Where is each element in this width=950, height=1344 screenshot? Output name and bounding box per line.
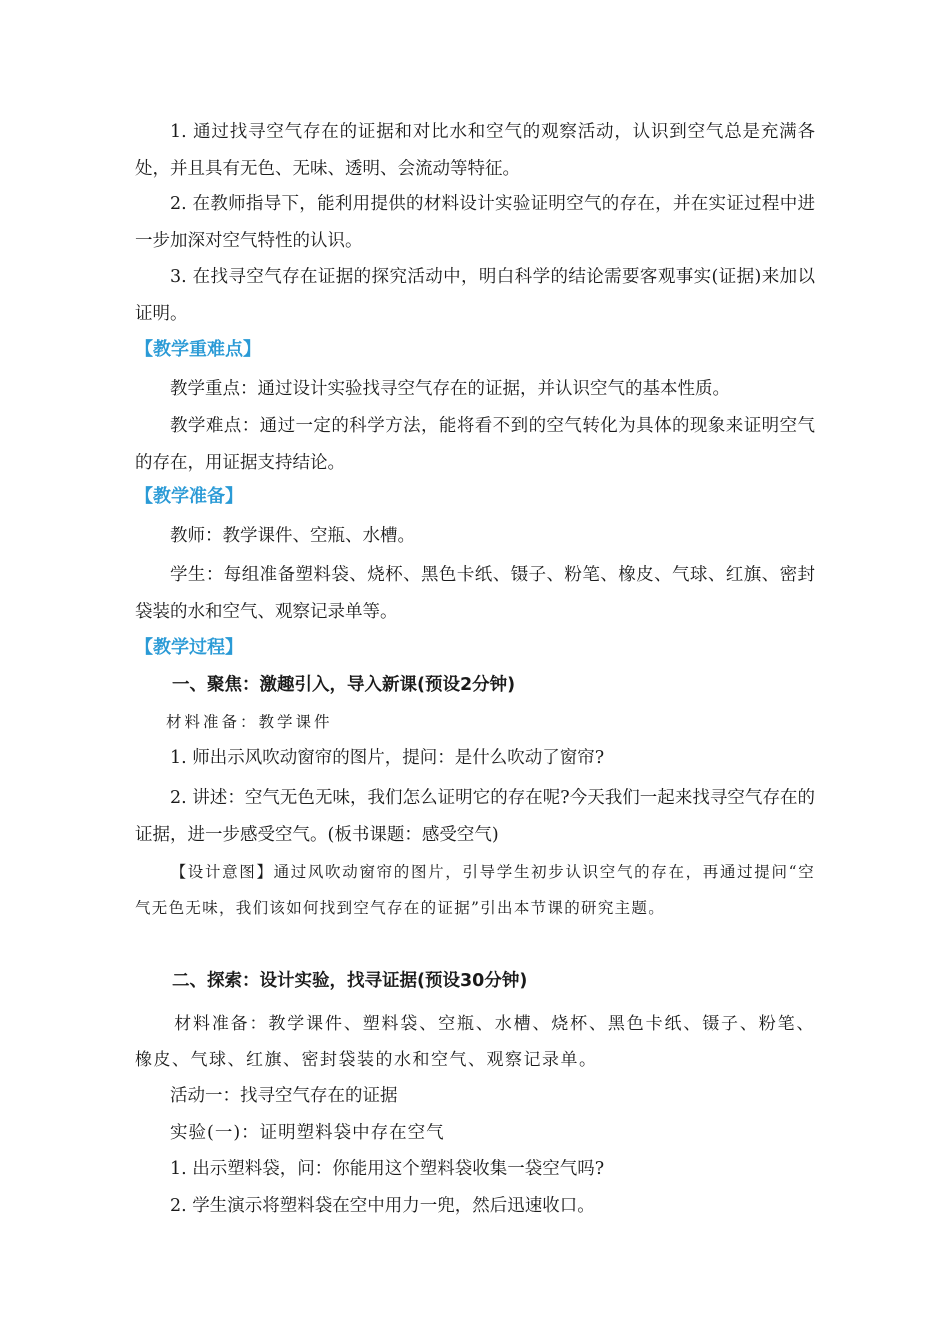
part2-step2: 2. 学生演示将塑料袋在空中用力一兜，然后迅速收口。 <box>170 1196 595 1216</box>
teaching-focus: 教学重点：通过设计实验找寻空气存在的证据，并认识空气的基本性质。 <box>170 379 730 399</box>
part1-materials: 材料准备：教学课件 <box>166 713 333 731</box>
part1-step1: 1. 师出示风吹动窗帘的图片，提问：是什么吹动了窗帘? <box>170 748 605 768</box>
part1-step2: 2. 讲述：空气无色无味，我们怎么证明它的存在呢?今天我们一起来找寻空气存在的证据，进一步感受空气。(板书课题：感受空气) <box>135 788 815 845</box>
activity1-title: 活动一：找寻空气存在的证据 <box>170 1086 398 1106</box>
part2-title: 二、探索：设计实验，找寻证据(预设30分钟) <box>172 971 528 991</box>
teacher-preparation: 教师：教学课件、空瓶、水槽。 <box>170 526 415 546</box>
objective-1: 1. 通过找寻空气存在的证据和对比水和空气的观察活动，认识到空气总是充满各处，并且具有无色、无味、透明、会流动等特征。 <box>135 122 815 179</box>
teaching-difficulty: 教学难点：通过一定的科学方法，能将看不到的空气转化为具体的现象来证明空气的存在，用证据支持结论。 <box>135 416 815 473</box>
objective-2: 2. 在教师指导下，能利用提供的材料设计实验证明空气的存在，并在实证过程中进一步加深对空气特性的认识。 <box>135 194 815 251</box>
objective-3: 3. 在找寻空气存在证据的探究活动中，明白科学的结论需要客观事实(证据)来加以证明。 <box>135 267 815 324</box>
part1-title: 一、聚焦：激趣引入，导入新课(预设2分钟) <box>172 675 516 695</box>
process-heading: 【教学过程】 <box>135 637 243 658</box>
student-preparation: 学生：每组准备塑料袋、烧杯、黑色卡纸、镊子、粉笔、橡皮、气球、红旗、密封袋装的水和空气、观察记录单等。 <box>135 565 815 622</box>
part2-step1: 1. 出示塑料袋，问：你能用这个塑料袋收集一袋空气吗? <box>170 1159 605 1179</box>
design-intent: 【设计意图】通过风吹动窗帘的图片，引导学生初步认识空气的存在，再通过提问“空气无色无味，我们该如何找到空气存在的证据”引出本节课的研究主题。 <box>135 863 815 917</box>
part2-materials: 材料准备：教学课件、塑料袋、空瓶、水槽、烧杯、黑色卡纸、镊子、粉笔、橡皮、气球、红旗、密封袋装的水和空气、观察记录单。 <box>135 1014 815 1070</box>
preparation-heading: 【教学准备】 <box>135 486 243 507</box>
experiment1-title: 实验(一)：证明塑料袋中存在空气 <box>170 1123 445 1143</box>
key-points-heading: 【教学重难点】 <box>135 339 261 360</box>
